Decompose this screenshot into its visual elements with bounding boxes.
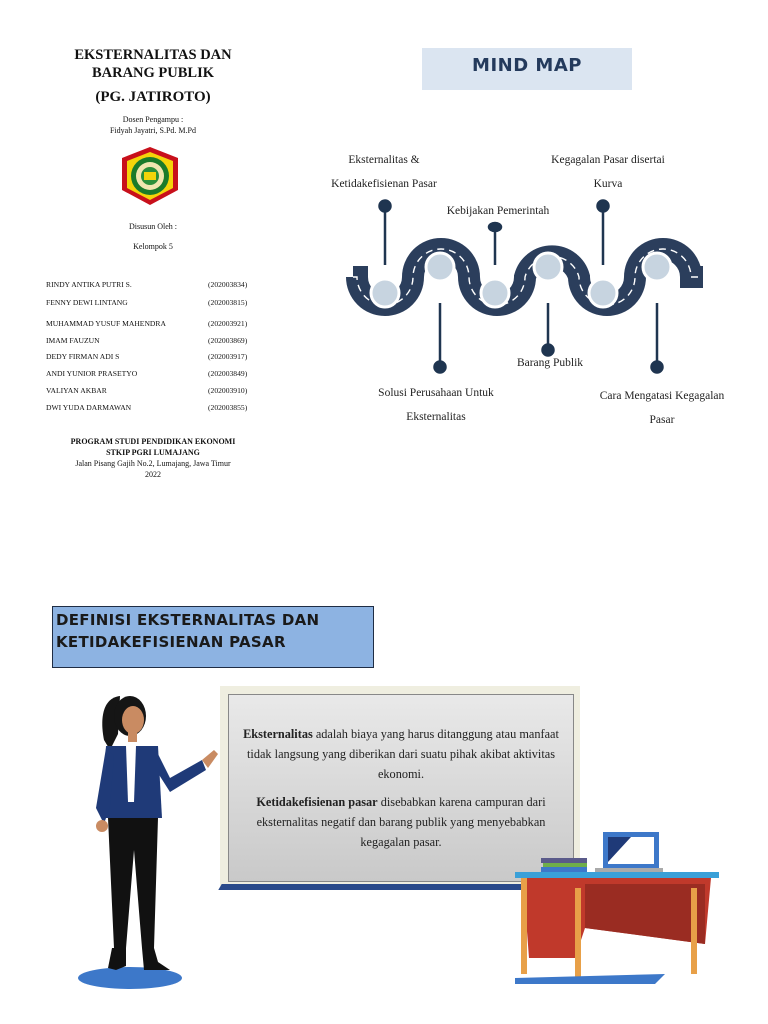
member-row — [46, 403, 286, 415]
mindmap-label-kegagalan — [540, 148, 676, 196]
member-id: (202003849) — [208, 369, 248, 378]
disusun-label: Disusun Oleh : — [129, 222, 177, 231]
school-name: STKIP PGRI LUMAJANG — [106, 448, 200, 457]
mindmap-label-line: Barang Publik — [516, 357, 584, 369]
member-row — [46, 386, 286, 398]
cover-title-line1: EKSTERNALITAS DAN — [74, 47, 232, 63]
member-row — [46, 298, 286, 310]
member-row — [46, 336, 286, 348]
member-row — [46, 369, 286, 381]
definition-heading-line2: KETIDAKEFISIENAN PASAR — [56, 633, 286, 651]
mindmap-label-line: Pasar — [649, 414, 675, 426]
definition-eksternalitas-text: adalah biaya yang harus ditanggung atau manfaat tidak langsung yang diberikan dari suatu pihak akibat aktivitas ekonomi. — [246, 727, 559, 781]
term-eksternalitas: Eksternalitas — [243, 727, 313, 741]
member-id: (202003869) — [208, 336, 248, 345]
member-id: (202003834) — [208, 280, 248, 289]
definition-ketidakefisienan-text: disebabkan karena campuran dari eksternalitas negatif dan barang publik yang menyebabkan kegagalan pasar. — [256, 795, 546, 849]
dosen-block — [40, 114, 266, 136]
member-name: DEDY FIRMAN ADI S — [46, 352, 120, 361]
mindmap-label-eksternalitas — [316, 148, 452, 196]
mindmap-road-diagram — [345, 195, 715, 375]
mindmap-title: MIND MAP — [472, 55, 582, 76]
member-name: IMAM FAUZUN — [46, 336, 100, 345]
mindmap-label-line: Eksternalitas — [406, 411, 466, 423]
mindmap-label-cara — [588, 384, 736, 432]
member-name: MUHAMMAD YUSUF MAHENDRA — [46, 319, 166, 328]
definition-heading — [56, 609, 376, 653]
institution-block — [40, 436, 266, 480]
member-id: (202003910) — [208, 386, 248, 395]
mindmap-label-line: Kegagalan Pasar disertai — [551, 154, 665, 166]
member-row — [46, 280, 286, 292]
cover-title-line2: BARANG PUBLIK — [91, 65, 215, 81]
teacher-illustration — [78, 690, 228, 990]
dosen-name: Fidyah Jayatri, S.Pd. M.Pd — [109, 126, 196, 135]
kelompok-label: Kelompok 5 — [133, 242, 173, 251]
disusun-block — [40, 221, 266, 252]
university-logo — [118, 146, 182, 206]
member-name: RINDY ANTIKA PUTRI S. — [46, 280, 132, 289]
member-name: VALIYAN AKBAR — [46, 386, 107, 395]
cover-subtitle: (PG. JATIROTO) — [95, 89, 211, 105]
program-name: PROGRAM STUDI PENDIDIKAN EKONOMI — [70, 437, 236, 446]
definition-heading-line1: DEFINISI EKSTERNALITAS DAN — [56, 611, 320, 629]
term-ketidakefisienan: Ketidakefisienan pasar — [256, 795, 378, 809]
definition-paragraph-1 — [236, 724, 566, 784]
member-id: (202003921) — [208, 319, 248, 328]
member-name: ANDI YUNIOR PRASETYO — [46, 369, 138, 378]
desk-illustration — [515, 828, 725, 986]
member-row — [46, 352, 286, 364]
school-address: Jalan Pisang Gajih No.2, Lumajang, Jawa Timur — [75, 459, 231, 468]
member-id: (202003855) — [208, 403, 248, 412]
member-id: (202003815) — [208, 298, 248, 307]
mindmap-label-line: Kebijakan Pemerintah — [446, 205, 550, 217]
member-id: (202003917) — [208, 352, 248, 361]
mindmap-label-line: Ketidakefisienan Pasar — [331, 178, 437, 190]
member-row — [46, 319, 286, 331]
dosen-label: Dosen Pengampu : — [122, 115, 184, 124]
mindmap-label-line: Kurva — [593, 178, 623, 190]
mindmap-label-line: Eksternalitas & — [348, 154, 420, 166]
member-name: DWI YUDA DARMAWAN — [46, 403, 132, 412]
mindmap-label-solusi — [366, 381, 506, 429]
member-name: FENNY DEWI LINTANG — [46, 298, 128, 307]
cover-year: 2022 — [145, 470, 161, 479]
mindmap-label-line: Solusi Perusahaan Untuk — [378, 387, 494, 399]
mindmap-label-line: Cara Mengatasi Kegagalan — [599, 390, 725, 402]
cover-title — [40, 46, 266, 82]
